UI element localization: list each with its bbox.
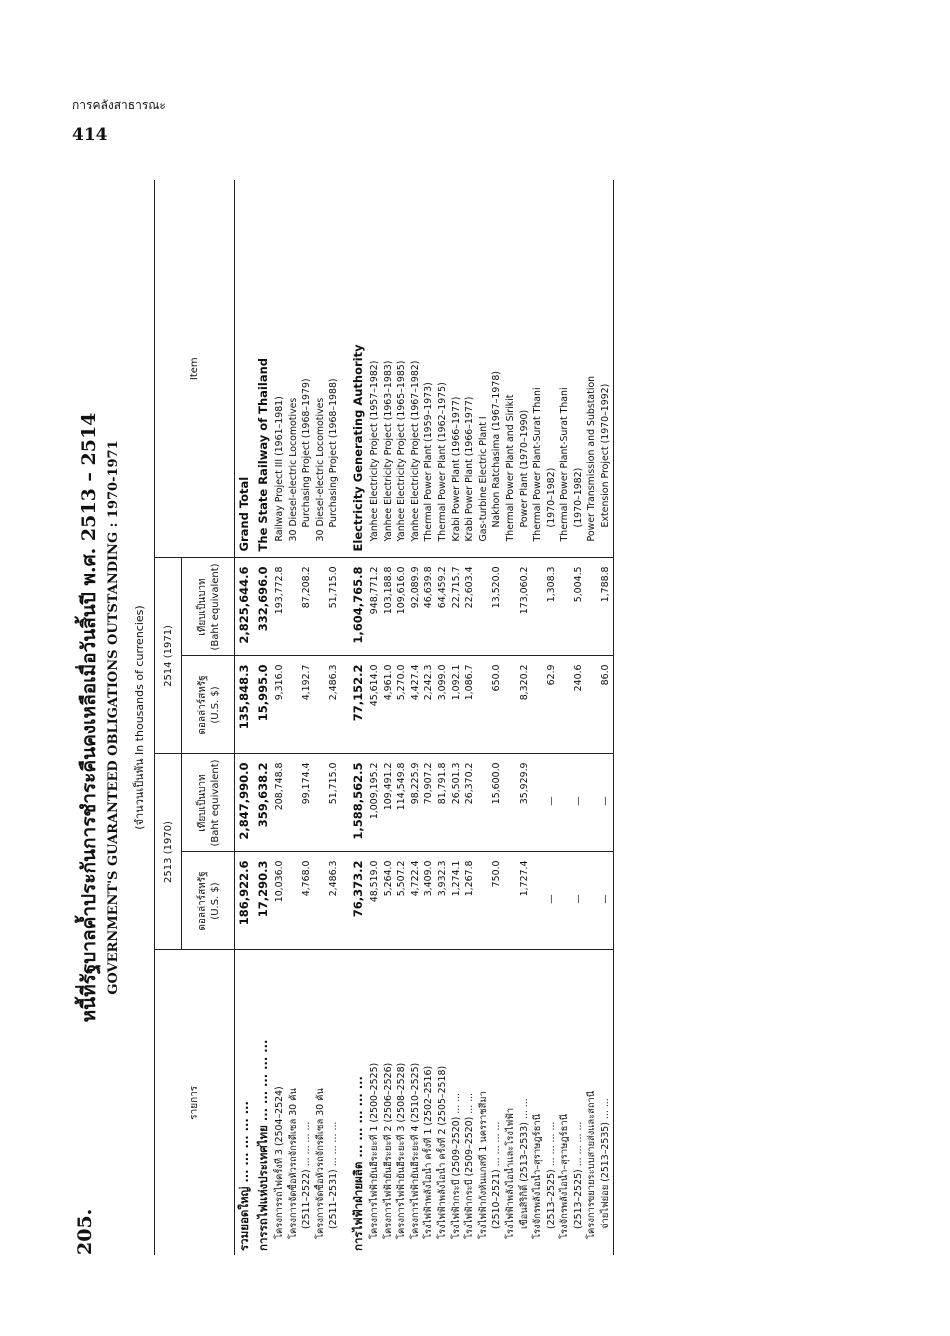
cell-baht-1970: 26,501.3 bbox=[450, 754, 464, 852]
obligations-table bbox=[154, 180, 614, 1255]
cell-baht-1970: — bbox=[572, 754, 586, 852]
cell-usd-1971: 62.9 bbox=[545, 656, 559, 754]
cell-thai-item: รวมยอดใหญ่ ... ... ... ... ... bbox=[237, 1101, 251, 1251]
cell-item: Yanhee Electricity Project (1967–1982) bbox=[409, 180, 423, 558]
cell-usd-1970: 4,768.0 bbox=[300, 852, 314, 950]
cell-baht-1970: 15,600.0 bbox=[490, 754, 504, 852]
cell-baht-1970: 208,748.8 bbox=[273, 754, 287, 852]
cell-baht-1971: 1,308.3 bbox=[545, 558, 559, 656]
cell-thai-item: จ่ายไฟย่อย (2513–2535) ... ... bbox=[599, 950, 613, 1255]
header-usd-1971 bbox=[182, 656, 235, 754]
cell-usd-1970: 3,409.0 bbox=[422, 852, 436, 950]
cell-usd-1970: 5,264.0 bbox=[382, 852, 396, 950]
cell-item: Electricity Generating Authority bbox=[349, 180, 368, 558]
table-row bbox=[314, 180, 328, 1255]
cell-usd-1970: 1,267.8 bbox=[463, 852, 477, 950]
cell-usd-1971 bbox=[341, 656, 349, 754]
table-row bbox=[558, 180, 572, 1255]
page-number: 414 bbox=[72, 125, 108, 145]
cell-baht-1971: 46,639.8 bbox=[422, 558, 436, 656]
table-body bbox=[235, 180, 614, 1255]
header-usd-eng: (U.S. $) bbox=[210, 882, 221, 920]
table-row bbox=[490, 180, 504, 1255]
cell-baht-1970 bbox=[558, 754, 572, 852]
cell-thai-item: โครงการจัดซื้อหัวรถจักรดีเซล 30 คัน bbox=[314, 1088, 326, 1239]
cell-thai-item: โรงไฟฟ้าพลังไอน้ำ ครั้งที่ 2 (2505–2518) bbox=[436, 1065, 448, 1239]
cell-item: Yanhee Electricity Project (1963–1983) bbox=[382, 180, 396, 558]
cell-usd-1971: 2,486.3 bbox=[327, 656, 341, 754]
cell-thai-item: โรงไฟฟ้าพลังไอน้ำและโรงไฟฟ้า bbox=[504, 1107, 516, 1239]
cell-baht-1971: 92,089.9 bbox=[409, 558, 423, 656]
table-number: 205. bbox=[74, 1208, 96, 1255]
cell-baht-1970 bbox=[477, 754, 491, 852]
cell-usd-1971: 8,320.2 bbox=[518, 656, 532, 754]
header-usd-eng: (U.S. $) bbox=[210, 686, 221, 724]
cell-thai-item: โรงจักรพลังไอน้ำ–สุราษฎร์ธานี bbox=[559, 1114, 571, 1239]
cell-usd-1971: 4,192.7 bbox=[300, 656, 314, 754]
table-row bbox=[254, 180, 273, 1255]
cell-thai-item: โครงการไฟฟ้ายันฮีระยะที่ 2 (2506–2526) bbox=[382, 1062, 394, 1239]
cell-baht-1971: 103,188.8 bbox=[382, 558, 396, 656]
header-usd-thai: ดอลล่าร์สหรัฐ bbox=[197, 675, 208, 735]
header-item: Item bbox=[155, 180, 235, 558]
table-row bbox=[450, 180, 464, 1255]
table-spacer-row bbox=[341, 180, 349, 1255]
cell-baht-1971: 51,715.0 bbox=[327, 558, 341, 656]
cell-baht-1970: 81,791.8 bbox=[436, 754, 450, 852]
cell-baht-1971: 1,788.8 bbox=[599, 558, 613, 656]
cell-usd-1970 bbox=[585, 852, 599, 950]
cell-usd-1970: 5,507.2 bbox=[395, 852, 409, 950]
cell-baht-1971: 5,004.5 bbox=[572, 558, 586, 656]
header-year-1971: 2514 (1971) bbox=[155, 558, 182, 754]
cell-item: Gas-turbine Electric Plant I bbox=[477, 180, 491, 558]
cell-usd-1971: 77,152.2 bbox=[349, 656, 368, 754]
cell-baht-1971 bbox=[585, 558, 599, 656]
cell-usd-1971: 1,086.7 bbox=[463, 656, 477, 754]
cell-baht-1970: 114,549.8 bbox=[395, 754, 409, 852]
cell-thai-item: โครงการรถไฟครั้งที่ 3 (2504–2524) bbox=[274, 1086, 285, 1239]
cell-thai-item: โครงการไฟฟ้ายันฮีระยะที่ 3 (2508–2528) bbox=[396, 1062, 408, 1239]
cell-usd-1970: 186,922.6 bbox=[235, 852, 255, 950]
cell-usd-1971 bbox=[504, 656, 518, 754]
cell-baht-1971 bbox=[314, 558, 328, 656]
cell-thai-item: การไฟฟ้าฝ่ายผลิต ... ... ... ... ... bbox=[350, 1076, 365, 1251]
cell-usd-1971: 1,092.1 bbox=[450, 656, 464, 754]
cell-usd-1971 bbox=[314, 656, 328, 754]
cell-baht-1970: 99,174.4 bbox=[300, 754, 314, 852]
table-row bbox=[273, 180, 287, 1255]
cell-usd-1971: 15,995.0 bbox=[254, 656, 273, 754]
cell-thai-item bbox=[341, 950, 349, 1255]
table-row bbox=[287, 180, 301, 1255]
table-row bbox=[585, 180, 599, 1255]
cell-usd-1971 bbox=[585, 656, 599, 754]
running-head: การคลังสาธารณะ bbox=[72, 98, 166, 112]
header-baht-thai: เทียบเป็นบาท bbox=[197, 774, 208, 832]
cell-baht-1970: 2,847,990.0 bbox=[235, 754, 255, 852]
cell-item: Nakhon Ratchasima (1967–1978) bbox=[490, 180, 504, 558]
cell-usd-1971: 4,961.0 bbox=[382, 656, 396, 754]
cell-thai-item: เขื่อนสิริกิติ์ (2513–2533) ... ... bbox=[518, 1098, 530, 1229]
header-usd-1970 bbox=[182, 852, 235, 950]
cell-thai-item: (2513–2525) ... ... ... ... bbox=[572, 1121, 584, 1229]
cell-baht-1971: 2,825,644.6 bbox=[235, 558, 255, 656]
table-header bbox=[155, 180, 235, 1255]
table-row bbox=[599, 180, 613, 1255]
table-row bbox=[327, 180, 341, 1255]
table-title-english: GOVERNMENT'S GUARANTEED OBLIGATIONS OUTSTANDING : 1970-1971 bbox=[106, 440, 121, 995]
table-title-thai bbox=[74, 180, 104, 1255]
cell-usd-1970: 48,519.0 bbox=[368, 852, 382, 950]
table-row bbox=[300, 180, 314, 1255]
cell-baht-1971 bbox=[477, 558, 491, 656]
cell-usd-1970: — bbox=[545, 852, 559, 950]
cell-usd-1971: 240.6 bbox=[572, 656, 586, 754]
cell-item: The State Railway of Thailand bbox=[254, 180, 273, 558]
cell-thai-item: โรงไฟฟ้ากังหันแกสที่ 1 นครราชสีมา bbox=[477, 1091, 489, 1239]
cell-thai-item: โครงการขยายระบบสายส่งและสถานี bbox=[586, 1090, 598, 1239]
cell-usd-1970: 1,274.1 bbox=[450, 852, 464, 950]
header-baht-1970 bbox=[182, 754, 235, 852]
cell-thai-item: (2511–2522) ... ... ... ... bbox=[301, 1121, 313, 1229]
cell-baht-1971: 948,771.2 bbox=[368, 558, 382, 656]
cell-thai-item: (2513–2525) ... ... ... ... bbox=[545, 1121, 557, 1229]
rotated-table-page bbox=[70, 180, 900, 1255]
cell-baht-1970: 359,638.2 bbox=[254, 754, 273, 852]
table-row bbox=[422, 180, 436, 1255]
cell-baht-1971 bbox=[341, 558, 349, 656]
cell-baht-1971: 22,715.7 bbox=[450, 558, 464, 656]
cell-baht-1971 bbox=[558, 558, 572, 656]
cell-usd-1971: 5,270.0 bbox=[395, 656, 409, 754]
table-row bbox=[504, 180, 518, 1255]
cell-usd-1971: 9,316.0 bbox=[273, 656, 287, 754]
cell-thai-item: โรงไฟฟ้ากระบี่ (2509–2520) ... ... bbox=[464, 1092, 476, 1239]
cell-item: Krabi Power Plant (1966–1977) bbox=[450, 180, 464, 558]
table-title-thai-text: หนี้ที่รัฐบาลค้ำประกันการชำระคืนคงเหลือเมื่อวันสิ้นปี พ.ศ. 2513 – 2514 bbox=[78, 412, 100, 1023]
cell-item: Railway Project III (1961–1981) bbox=[273, 180, 287, 558]
cell-usd-1970: 17,290.3 bbox=[254, 852, 273, 950]
unit-note: (จำนวนเป็นพัน In thousands of currencies) bbox=[133, 605, 146, 830]
cell-baht-1971: 13,520.0 bbox=[490, 558, 504, 656]
cell-thai-item: การรถไฟแห่งประเทศไทย ... ... ... ... ... bbox=[256, 1039, 270, 1251]
cell-baht-1971: 22,603.4 bbox=[463, 558, 477, 656]
cell-usd-1970 bbox=[341, 852, 349, 950]
cell-baht-1970 bbox=[504, 754, 518, 852]
table-row bbox=[409, 180, 423, 1255]
cell-baht-1971: 173,060.2 bbox=[518, 558, 532, 656]
cell-item: Thermal Power Plant and Sirikit bbox=[504, 180, 518, 558]
table-row bbox=[368, 180, 382, 1255]
cell-thai-item: โครงการจัดซื้อหัวรถจักรดีเซล 30 คัน bbox=[287, 1088, 299, 1239]
table-row bbox=[518, 180, 532, 1255]
cell-usd-1971 bbox=[287, 656, 301, 754]
cell-usd-1970 bbox=[314, 852, 328, 950]
table-row bbox=[436, 180, 450, 1255]
cell-thai-item: (2510–2521) ... ... ... ... bbox=[491, 1121, 503, 1229]
cell-item: Purchasing Project (1968–1979) bbox=[300, 180, 314, 558]
cell-item: Power Plant (1970–1990) bbox=[518, 180, 532, 558]
cell-usd-1970 bbox=[477, 852, 491, 950]
cell-baht-1970: — bbox=[545, 754, 559, 852]
cell-usd-1970: 1,727.4 bbox=[518, 852, 532, 950]
cell-item: 30 Diesel-electric Locomotives bbox=[287, 180, 301, 558]
cell-usd-1971 bbox=[531, 656, 545, 754]
header-thai-item: รายการ bbox=[155, 950, 235, 1255]
cell-item: Purchasing Project (1968–1988) bbox=[327, 180, 341, 558]
cell-baht-1971: 332,696.0 bbox=[254, 558, 273, 656]
cell-thai-item: โครงการไฟฟ้ายันฮีระยะที่ 1 (2500–2525) bbox=[368, 1062, 380, 1239]
cell-item: Thermal Power Plant-Surat Thani bbox=[558, 180, 572, 558]
cell-usd-1970: 750.0 bbox=[490, 852, 504, 950]
cell-usd-1971: 86.0 bbox=[599, 656, 613, 754]
cell-baht-1970: 35,929.9 bbox=[518, 754, 532, 852]
cell-usd-1970: 10,036.0 bbox=[273, 852, 287, 950]
cell-usd-1971: 135,848.3 bbox=[235, 656, 255, 754]
table-row bbox=[382, 180, 396, 1255]
cell-baht-1971 bbox=[531, 558, 545, 656]
cell-usd-1971 bbox=[558, 656, 572, 754]
cell-baht-1971: 64,459.2 bbox=[436, 558, 450, 656]
cell-baht-1970: 70,907.2 bbox=[422, 754, 436, 852]
cell-item: Krabi Power Plant (1966–1977) bbox=[463, 180, 477, 558]
cell-usd-1971: 4,427.4 bbox=[409, 656, 423, 754]
header-usd-thai: ดอลล่าร์สหรัฐ bbox=[197, 871, 208, 931]
cell-item: Thermal Power Plant (1962–1975) bbox=[436, 180, 450, 558]
table-row bbox=[463, 180, 477, 1255]
cell-thai-item: โรงไฟฟ้าพลังไอน้ำ ครั้งที่ 1 (2502–2516) bbox=[423, 1065, 435, 1239]
cell-baht-1971: 193,772.8 bbox=[273, 558, 287, 656]
cell-baht-1971 bbox=[504, 558, 518, 656]
table-row bbox=[572, 180, 586, 1255]
cell-usd-1971: 45,614.0 bbox=[368, 656, 382, 754]
cell-thai-item: โรงไฟฟ้ากระบี่ (2509–2520) ... ... bbox=[450, 1092, 462, 1239]
cell-baht-1970 bbox=[531, 754, 545, 852]
cell-item: Thermal Power Plant (1959–1973) bbox=[422, 180, 436, 558]
cell-baht-1970 bbox=[287, 754, 301, 852]
cell-baht-1970: — bbox=[599, 754, 613, 852]
cell-usd-1970: 2,486.3 bbox=[327, 852, 341, 950]
cell-item: Grand Total bbox=[235, 180, 255, 558]
cell-usd-1971: 3,099.0 bbox=[436, 656, 450, 754]
cell-baht-1970: 51,715.0 bbox=[327, 754, 341, 852]
table-row bbox=[477, 180, 491, 1255]
cell-item: Yanhee Electricity Project (1965–1985) bbox=[395, 180, 409, 558]
header-baht-eng: (Baht equivalent) bbox=[210, 563, 221, 651]
cell-usd-1970: 3,932.3 bbox=[436, 852, 450, 950]
table-row bbox=[531, 180, 545, 1255]
cell-usd-1971: 2,242.3 bbox=[422, 656, 436, 754]
cell-usd-1970 bbox=[504, 852, 518, 950]
cell-baht-1970: 109,491.2 bbox=[382, 754, 396, 852]
header-year-1970: 2513 (1970) bbox=[155, 754, 182, 950]
cell-baht-1970 bbox=[341, 754, 349, 852]
table-row bbox=[235, 180, 255, 1255]
table-row bbox=[545, 180, 559, 1255]
cell-thai-item: โรงจักรพลังไอน้ำ–สุราษฎร์ธานี bbox=[532, 1114, 544, 1239]
header-baht-1971 bbox=[182, 558, 235, 656]
cell-item: Yanhee Electricity Project (1957–1982) bbox=[368, 180, 382, 558]
table-row bbox=[395, 180, 409, 1255]
cell-usd-1970 bbox=[531, 852, 545, 950]
cell-item: Thermal Power Plant-Surat Thani bbox=[531, 180, 545, 558]
cell-usd-1970: — bbox=[599, 852, 613, 950]
cell-usd-1970 bbox=[287, 852, 301, 950]
cell-usd-1971 bbox=[477, 656, 491, 754]
table-row bbox=[349, 180, 368, 1255]
cell-item: (1970–1982) bbox=[572, 180, 586, 558]
header-baht-eng: (Baht equivalent) bbox=[210, 759, 221, 847]
cell-item: (1970–1982) bbox=[545, 180, 559, 558]
cell-baht-1970: 98,225.9 bbox=[409, 754, 423, 852]
cell-baht-1970 bbox=[314, 754, 328, 852]
cell-usd-1971: 650.0 bbox=[490, 656, 504, 754]
cell-baht-1971 bbox=[287, 558, 301, 656]
cell-usd-1970: — bbox=[572, 852, 586, 950]
cell-thai-item: โครงการไฟฟ้ายันฮีระยะที่ 4 (2510–2525) bbox=[409, 1062, 421, 1239]
cell-baht-1970: 1,588,562.5 bbox=[349, 754, 368, 852]
cell-item: 30 Diesel-electric Locomotives bbox=[314, 180, 328, 558]
cell-usd-1970 bbox=[558, 852, 572, 950]
cell-baht-1971: 1,604,765.8 bbox=[349, 558, 368, 656]
cell-baht-1970: 1,009,195.2 bbox=[368, 754, 382, 852]
cell-baht-1970: 26,370.2 bbox=[463, 754, 477, 852]
cell-thai-item: (2511–2531) ... ... ... ... bbox=[328, 1121, 340, 1229]
cell-usd-1970: 76,373.2 bbox=[349, 852, 368, 950]
cell-baht-1970 bbox=[585, 754, 599, 852]
cell-usd-1970: 4,722.4 bbox=[409, 852, 423, 950]
cell-item: Power Transmission and Substation bbox=[585, 180, 599, 558]
cell-item bbox=[341, 180, 349, 558]
header-baht-thai: เทียบเป็นบาท bbox=[197, 578, 208, 636]
cell-baht-1971: 109,616.0 bbox=[395, 558, 409, 656]
cell-item: Extension Project (1970–1992) bbox=[599, 180, 613, 558]
cell-baht-1971: 87,208.2 bbox=[300, 558, 314, 656]
